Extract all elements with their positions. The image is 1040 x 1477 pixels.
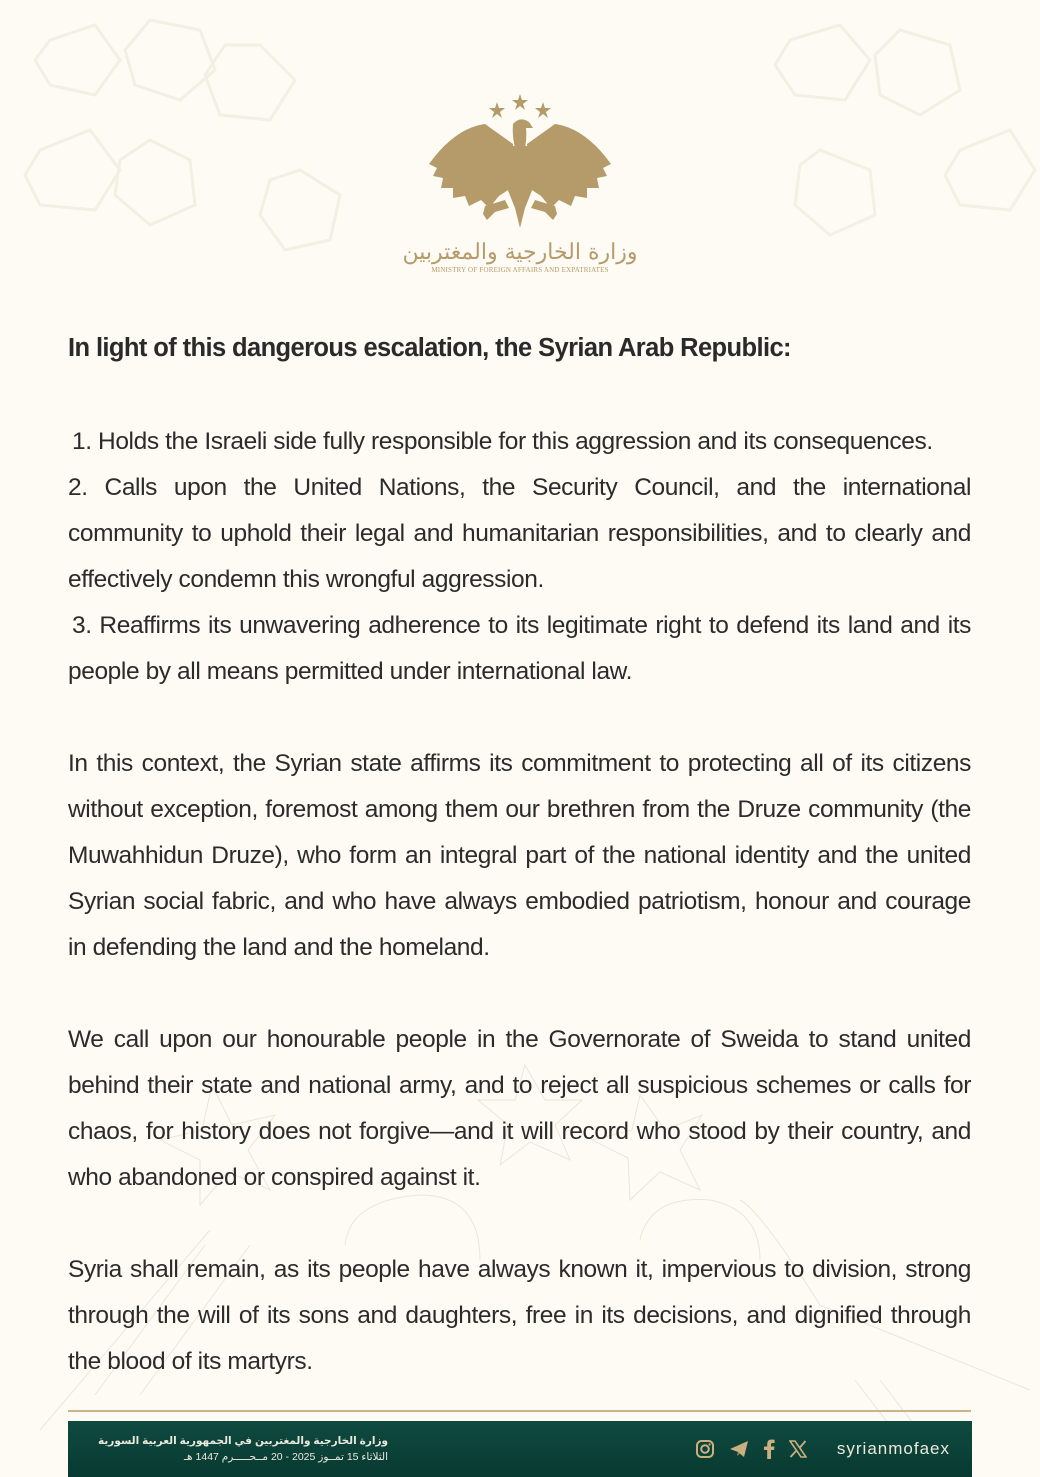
star-icon — [512, 94, 528, 110]
statement-point: 3. Reaffirms its unwavering adherence to its legitimate right to defend its land and its people by all means permitted under international law. — [68, 612, 971, 685]
footer-info — [98, 1433, 388, 1465]
footer-date: الثلاثاء 15 تمــوز 2025 - 20 مــحـــــرم 1447 هـ — [183, 1451, 389, 1463]
social-handle[interactable]: syrianmofaex — [836, 1439, 950, 1458]
ministry-name-english: MINISTRY OF FOREIGN AFFAIRS AND EXPATRIATES — [431, 266, 609, 274]
star-icon — [489, 102, 505, 118]
statement-body — [68, 327, 971, 1385]
x-icon[interactable] — [789, 1440, 807, 1458]
statement-paragraph: We call upon our honourable people in the Governorate of Sweida to stand united behind their state and national army, and to reject all suspicious schemes or calls for chaos, for history does not forgive—and it will record who stood by their country, and who abandoned or conspired against it. — [68, 1026, 971, 1191]
social-links — [695, 1439, 807, 1459]
statement-point: 2. Calls upon the United Nations, the Security Council, and the international community to uphold their legal and humanitarian responsibilities, and to clearly and effectively condemn this wrongful aggression. — [68, 474, 971, 593]
instagram-icon[interactable] — [695, 1439, 715, 1459]
footer-bar — [68, 1421, 972, 1477]
statement-heading: In light of this dangerous escalation, the Syrian Arab Republic: — [68, 334, 791, 362]
telegram-icon[interactable] — [729, 1440, 749, 1458]
statement-paragraph: Syria shall remain, as its people have always known it, impervious to division, strong through the will of its sons and daughters, free in its decisions, and dignified through the blood of its martyrs. — [68, 1256, 971, 1375]
ministry-header — [0, 88, 1040, 274]
ministry-name-arabic: وزارة الخارجية والمغتربين — [402, 240, 638, 265]
footer-organization: وزارة الخارجية والمغتربين في الجمهورية العربية السورية — [98, 1435, 389, 1447]
star-icon — [535, 102, 551, 118]
footer-divider — [68, 1410, 971, 1412]
statement-paragraph: In this context, the Syrian state affirms its commitment to protecting all of its citizens without exception, foremost among them our brethren from the Druze community (the Muwahhidun Druze), who form an integral part of the national identity and the united Syrian social fabric, and who have always embodied patriotism, honour and courage in defending the land and the homeland. — [68, 750, 971, 961]
statement-points — [68, 419, 971, 695]
footer-social — [695, 1439, 950, 1459]
facebook-icon[interactable] — [763, 1439, 775, 1459]
eagle-emblem-icon — [425, 88, 615, 238]
statement-point: 1. Holds the Israeli side fully responsible for this aggression and its consequences. — [72, 428, 933, 455]
